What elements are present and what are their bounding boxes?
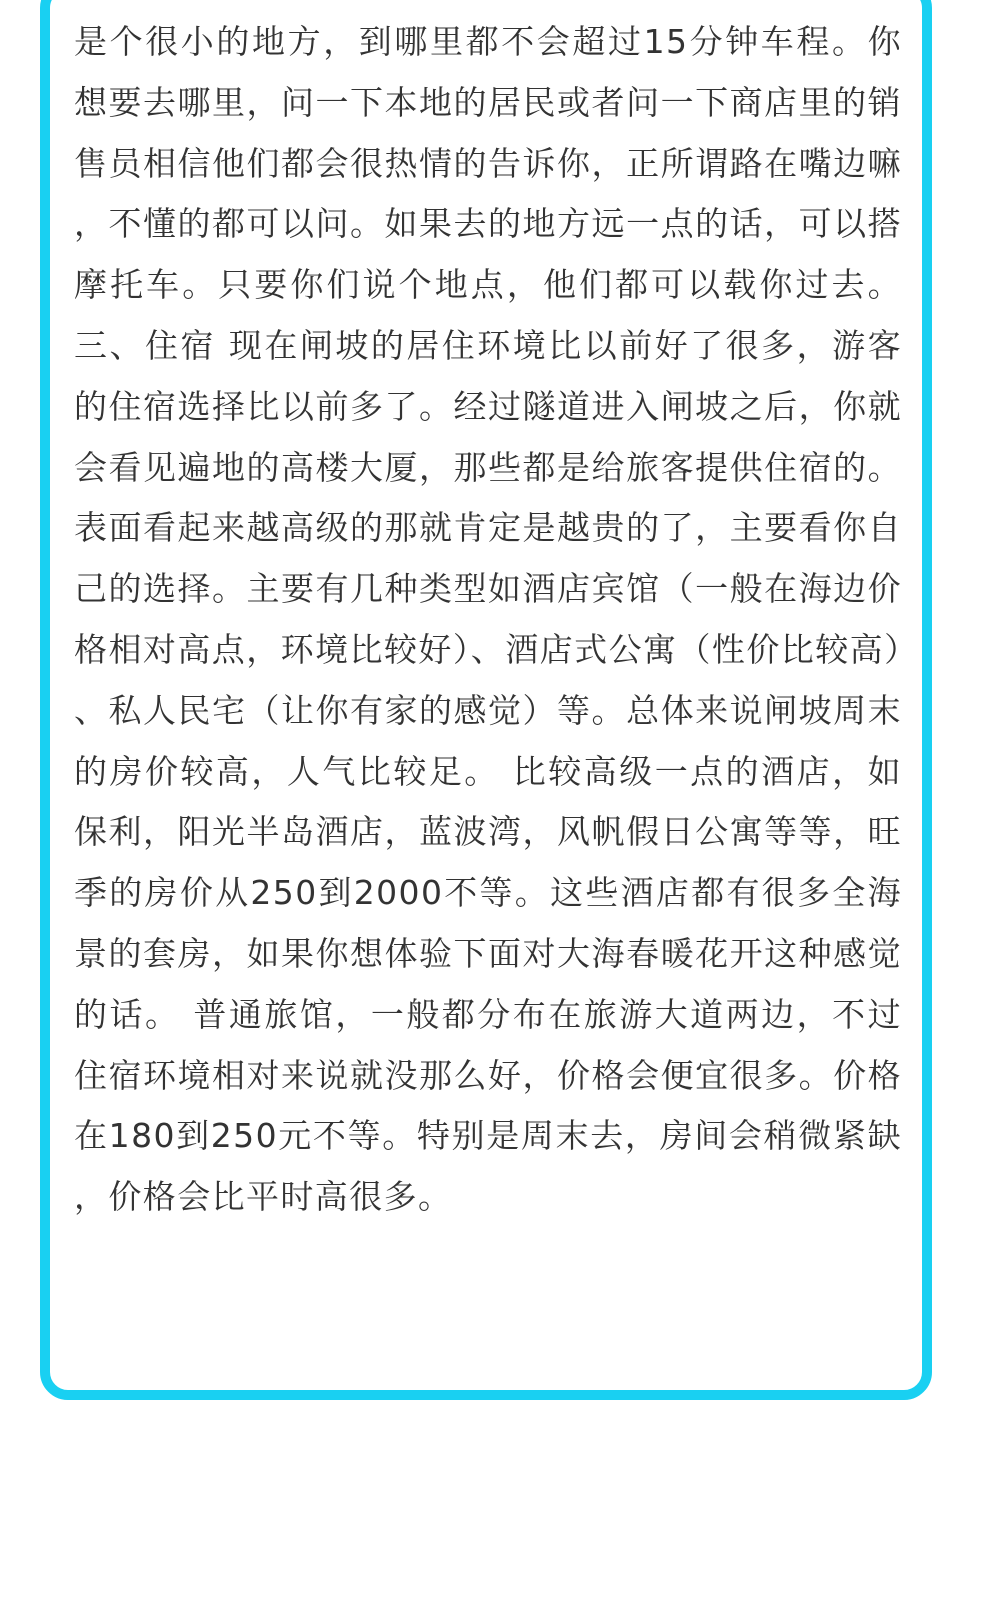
article-body-text: 是个很小的地方，到哪里都不会超过15分钟车程。你想要去哪里，问一下本地的居民或者问一下商店里的销售员相信他们都会很热情的告诉你，正所谓路在嘴边嘛，不懂的都可以问。如果去的地方远一点的话，可以搭摩托车。只要你们说个地点，他们都可以载你过去。 三、住宿 现在闸坡的居住环境比以前好了很多，游客的住宿选择比以前多了。经过隧道进入闸坡之后，你就会看见遍地的高楼大厦，那些都是给旅客提供住宿的。表面看起来越高级的那就肯定是越贵的了，主要看你自己的选择。主要有几种类型如酒店宾馆（一般在海边价格相对高点，环境比较好）、酒店式公寓（性价比较高）、私人民宅（让你有家的感觉）等。总体来说闸坡周末的房价较高，人气比较足。 比较高级一点的酒店，如保利，阳光半岛酒店，蓝波湾，风帆假日公寓等等，旺季的房价从250到2000不等。这些酒店都有很多全海景的套房，如果你想体验下面对大海春暖花开这种感觉的话。 普通旅馆，一般都分布在旅游大道两边，不过住宿环境相对来说就没那么好，价格会便宜很多。价格在180到250元不等。特别是周末去，房间会稍微紧缺，价格会比平时高很多。 xyxy=(74,22,902,1217)
